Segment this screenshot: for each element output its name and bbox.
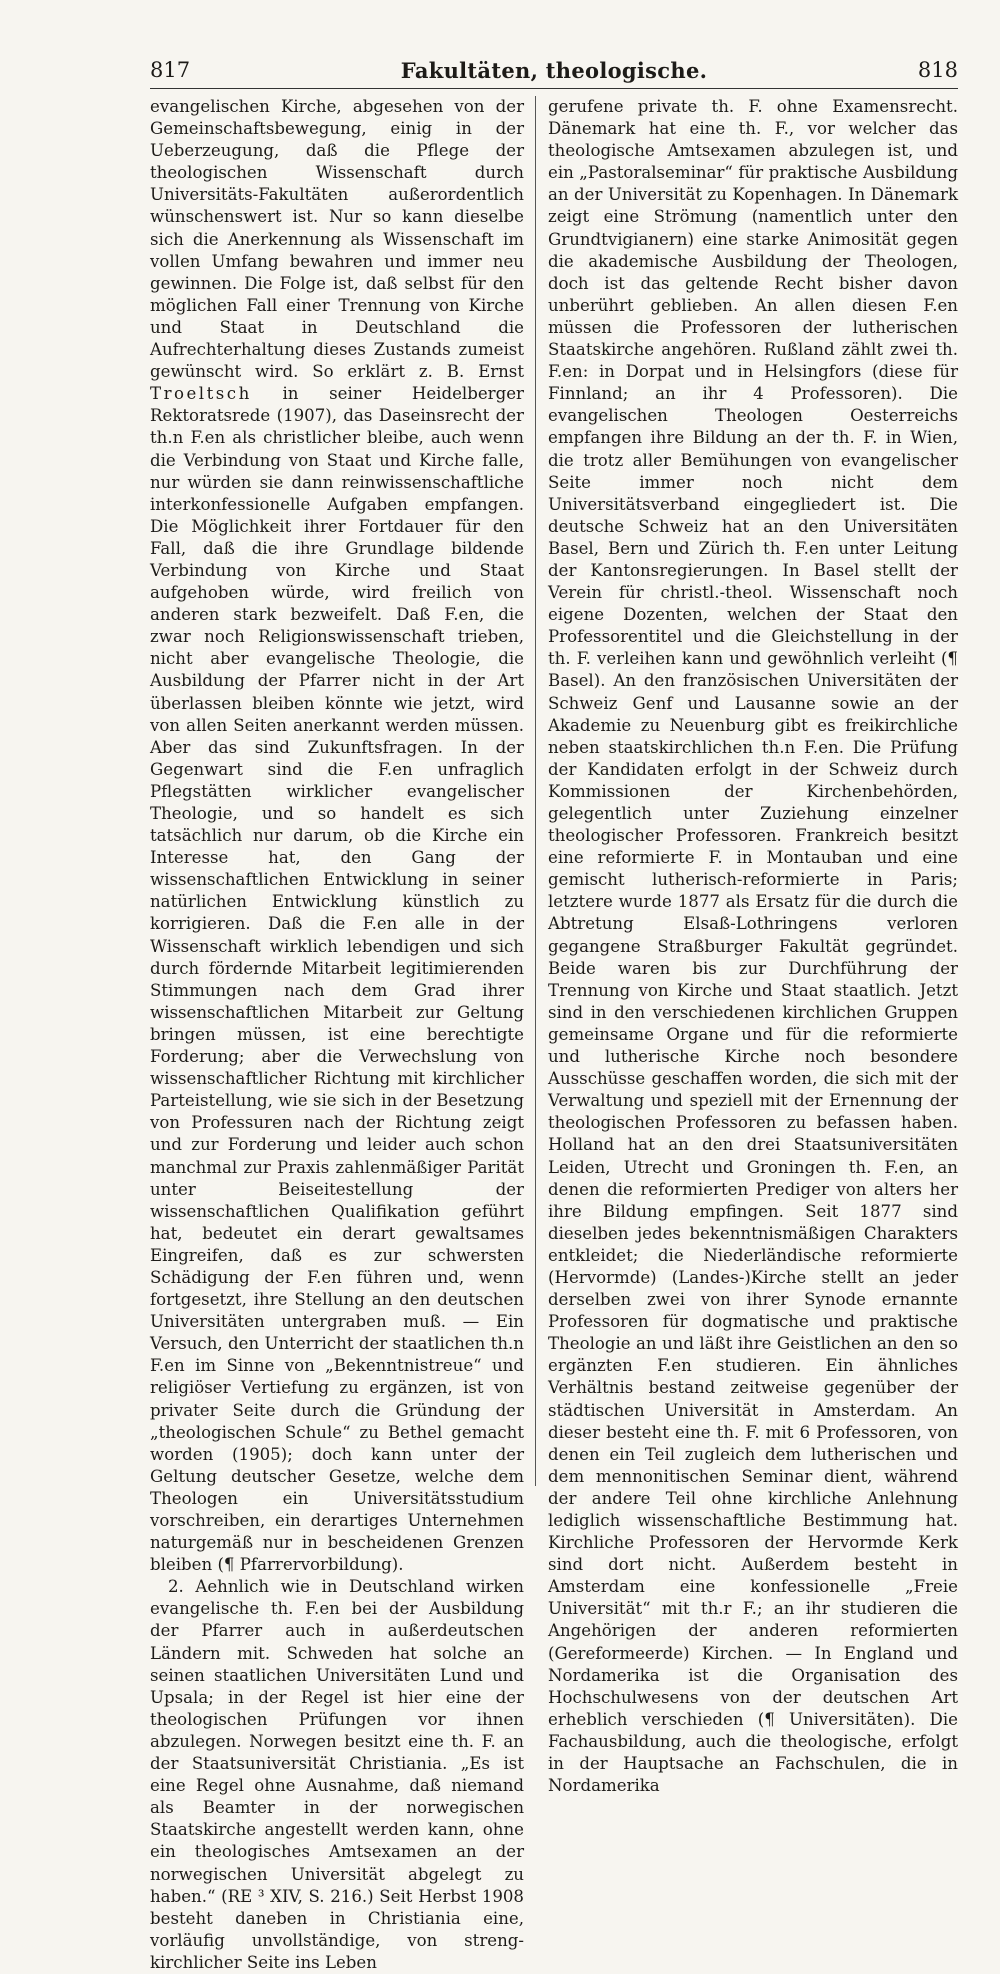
right-paragraph-1: gerufene private th. F. ohne Examensrecht. Dänemark hat eine th. F., vor welcher das theologische Amtsexamen abzulegen ist, und ein „Pastoralseminar“ für praktische Ausbildung an der Universität zu Kopenhagen. In Dänemark zeigt eine Strömung (namentlich unter den Grundtvigianern) eine starke Animosität gegen die akademische Ausbildung der Theologen, doch ist das geltende Recht bisher davon unberührt geblieben. An allen diesen F.en müssen die Professoren der lutherischen Staatskirche angehören. Rußland zählt zwei th. F.en: in Dorpat und in Helsingfors (diese für Finnland; an ihr 4 Professoren). Die evangelischen Theologen Oesterreichs empfangen ihre Bildung an der th. F. in Wien, die trotz aller Bemühungen von evangelischer Seite immer noch nicht dem Universitätsverband eingegliedert ist. Die deutsche Schweiz hat an den Universitäten Basel, Bern und Zürich th. F.en unter Leitung der Kantonsregierungen. In Basel stellt der Verein für christl.-theol. Wissenschaft noch eigene Dozenten, welchen der Staat den Professorentitel und die Gleichstellung in der th. F. verleihen kann und gewöhnlich verleiht (¶ Basel). An den französischen Universitäten der Schweiz Genf und Lausanne sowie an der Akademie zu Neuenburg gibt es freikirchliche neben staatskirchlichen th.n F.en. Die Prüfung der Kandidaten erfolgt in der Schweiz durch Kommissionen der Kirchenbehörden, gelegentlich unter Zuziehung einzelner theologischer Professoren. Frankreich besitzt eine reformierte F. in Montauban und eine gemischt lutherisch-reformierte in Paris; letztere wurde 1877 als Ersatz für die durch die Abtretung Elsaß-Lothringens verloren gegangene Straßburger Fakultät gegründet. Beide waren bis zur Durchführung der Trennung von Kirche und Staat staatlich. Jetzt sind in den verschiedenen kirchlichen Gruppen gemeinsame Organe und für die reformierte und lutherische Kirche noch besondere Ausschüsse geschaffen worden, die sich mit der Verwaltung und speziell mit der Ernennung der theologischen Professoren zu befassen haben. Holland hat an den drei Staatsuniversitäten Leiden, Utrecht und Groningen th. F.en, an denen die reformierten Prediger von alters her ihre Bildung empfingen. Seit 1877 sind dieselben jedes bekenntnismäßigen Charakters entkleidet; die Niederländische reformierte (Hervormde) (Landes-)Kirche stellt an jeder derselben zwei von ihrer Synode ernannte Professoren für dogmatische und praktische Theologie an und läßt ihre Geistlichen an den so ergänzten F.en studieren. Ein ähnliches Verhältnis bestand zeitweise gegenüber der städtischen Universität in Amsterdam. An dieser besteht eine th. F. mit 6 Professoren, von denen ein Teil zugleich dem lutherischen und dem mennonitischen Seminar dient, während der andere Teil ohne kirchliche Anlehnung lediglich wissenschaftliche Bestimmung hat. Kirchliche Professoren der Hervormde Kerk sind dort nicht. Außerdem besteht in Amsterdam eine konfessionelle „Freie Universität“ mit th.r F.; an ihr studieren die Angehörigen der anderen reformierten (Gereformeerde) Kirchen. — In England und Nordamerika ist die Organisation des Hochschulwesens von der deutschen Art erheblich verschieden (¶ Universitäten). Die Fachausbildung, auch die theologische, erfolgt in der Hauptsache an Fachschulen, die in Nordamerika [548, 97, 958, 1796]
right-column [548, 96, 958, 1796]
column-divider [535, 96, 536, 1486]
page-header [150, 58, 958, 90]
header-rule [150, 88, 958, 89]
page-number-right: 818 [917, 58, 958, 82]
left-paragraph-2: 2. Aehnlich wie in Deutschland wirken evangelische th. F.en bei der Ausbildung der Pfarrer auch in außerdeutschen Ländern mit. Schweden hat solche an seinen staatlichen Universitäten Lund und Upsala; in der Regel ist hier eine der theologischen Prüfungen vor ihnen abzulegen. Norwegen besitzt eine th. F. an der Staatsuniversität Christiania. „Es ist eine Regel ohne Ausnahme, daß niemand als Beamter in der norwegischen Staatskirche angestellt werden kann, ohne ein theologisches Amtsexamen an der norwegischen Universität abgelegt zu haben.“ (RE ³ XIV, S. 216.) Seit Herbst 1908 besteht daneben in Christiania eine, vorläufig unvollständige, von streng-kirchlicher Seite ins Leben [150, 1577, 524, 1972]
left-paragraph-1-text-b: in seiner Heidelberger Rektoratsrede (1907), das Daseinsrecht der th.n F.en als christlicher bleibe, auch wenn die Verbindung von Staat und Kirche falle, nur würden sie dann reinwissenschaftliche interkonfessionelle Aufgaben empfangen. Die Möglichkeit ihrer Fortdauer für den Fall, daß die ihre Grundlage bildende Verbindung von Kirche und Staat aufgehoben würde, wird freilich von anderen stark bezweifelt. Daß F.en, die zwar noch Religionswissenschaft trieben, nicht aber evangelische Theologie, die Ausbildung der Pfarrer nicht in der Art überlassen bleiben könnte wie jetzt, wird von allen Seiten anerkannt werden müssen. Aber das sind Zukunftsfragen. In der Gegenwart sind die F.en unfraglich Pflegstätten wirklicher evangelischer Theologie, und so handelt es sich tatsächlich nur darum, ob die Kirche ein Interesse hat, den Gang der wissenschaftlichen Entwicklung in seiner natürlichen Entwicklung künstlich zu korrigieren. Daß die F.en alle in der Wissenschaft wirklich lebendigen und sich durch fördernde Mitarbeit legitimierenden Stimmungen nach dem Grad ihrer wissenschaftlichen Mitarbeit zur Geltung bringen müssen, ist eine berechtigte Forderung; aber die Verwechslung von wissenschaftlicher Richtung mit kirchlicher Parteistellung, wie sie sich in der Besetzung von Professuren nach der Richtung zeigt und zur Forderung und leider auch schon manchmal zur Praxis zahlenmäßiger Parität unter Beiseitestellung der wissenschaftlichen Qualifikation geführt hat, bedeutet ein derart gewaltsames Eingreifen, daß es zur schwersten Schädigung der F.en führen und, wenn fortgesetzt, ihre Stellung an den deutschen Universitäten untergraben muß. — Ein Versuch, den Unterricht der staatlichen th.n F.en im Sinne von „Bekenntnistreue“ und religiöser Vertiefung zu ergänzen, ist von privater Seite durch die Gründung der „theologischen Schule“ zu Bethel gemacht worden (1905); doch kann unter der Geltung deutscher Gesetze, welche dem Theologen ein Universitätsstudium vorschreiben, ein derartiges Unternehmen naturgemäß nur in bescheidenen Grenzen bleiben (¶ Pfarrervorbildung). [150, 384, 524, 1575]
running-title: Fakultäten, theologische. [400, 58, 708, 83]
left-paragraph-1 [150, 96, 524, 1576]
left-paragraph-1-text-a: evangelischen Kirche, abgesehen von der Gemeinschaftsbewegung, einig in der Ueberzeugung, daß die Pflege der theologischen Wissenschaft durch Universitäts-Fakultäten außerordentlich wünschenswert ist. Nur so kann dieselbe sich die Anerkennung als Wissenschaft im vollen Umfang bewahren und immer neu gewinnen. Die Folge ist, daß selbst für den möglichen Fall einer Trennung von Kirche und Staat in Deutschland die Aufrechterhaltung dieses Zustands zumeist gewünscht wird. So erklärt z. B. Ernst [150, 97, 524, 382]
page-number-left: 817 [150, 58, 191, 82]
author-name-troeltsch: Troeltsch [150, 384, 252, 404]
left-column [150, 96, 524, 1972]
